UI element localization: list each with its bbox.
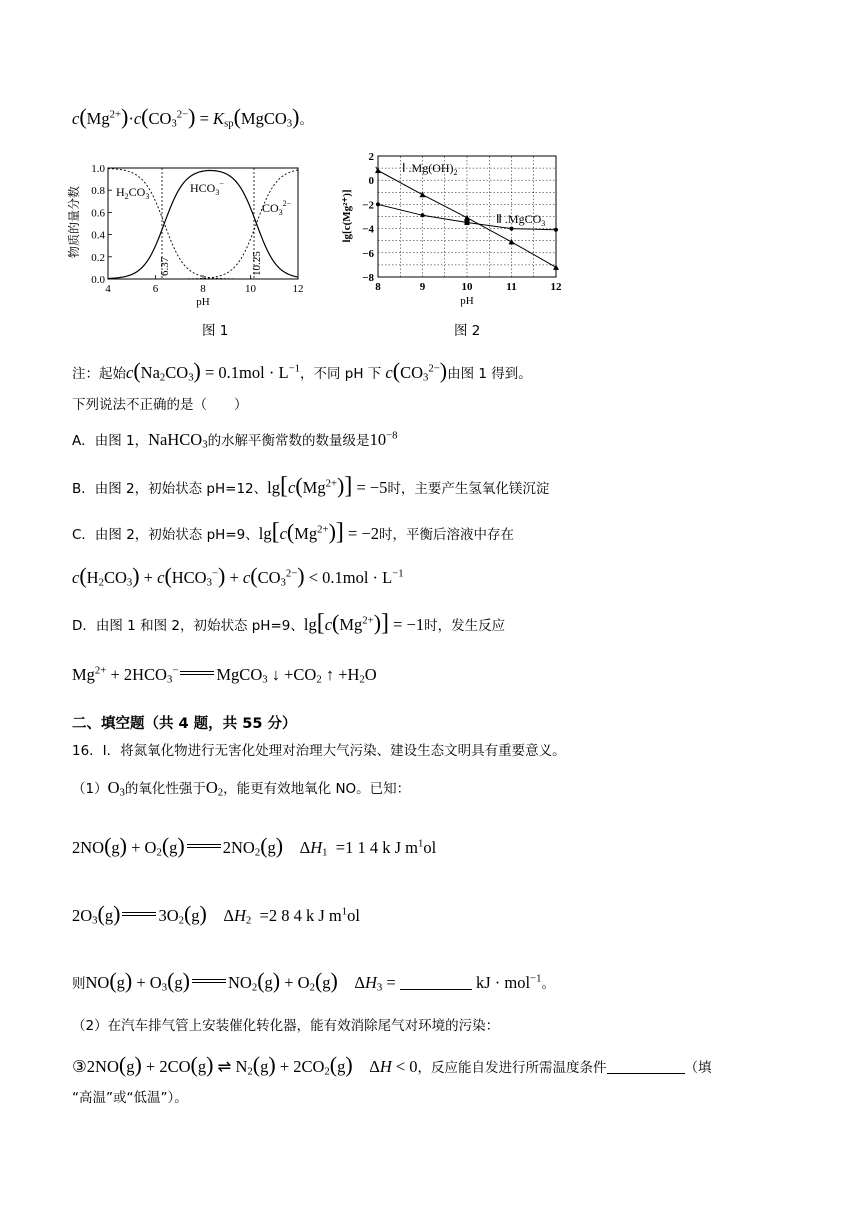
reaction-2: $2O_3(g)$ $3O_2(g)$ $\Delta H_2 =2$ 8 4 k J $m^1ol$: [72, 901, 360, 927]
fig2-xtick-label: 12: [550, 281, 562, 293]
option-c-inequality: $c(H_2CO_3) + c(HCO_3^-) + c(CO_3^{2-}) < 0.1mol \cdot L^{-1}$: [72, 563, 404, 589]
fig1-ytick-label: 1.0: [91, 163, 105, 175]
section-title: 二、填空题（共 4 题，共 55 分）: [72, 716, 297, 732]
point-mgco3: [376, 202, 380, 206]
point-mgco3: [421, 213, 425, 217]
fig1-xlabel: pH: [196, 296, 210, 308]
fig1-ylabel: 物质的量分数: [67, 185, 81, 259]
fig1-ytick-label: 0.6: [91, 207, 105, 220]
fig1-xtick-label: 10: [245, 283, 256, 295]
label-hco3: $HCO_3^-$: [190, 179, 224, 197]
point-mgoh2: [464, 215, 470, 221]
point-mgco3: [510, 227, 514, 231]
point-mgco3: [554, 228, 558, 232]
q16-2: （2）在汽车排气管上安装催化转化器，能有效消除尾气对环境的污染：: [72, 1018, 500, 1034]
fig2-ytick-label: −4: [362, 223, 374, 236]
mark-10-25: 10.25: [251, 251, 263, 276]
point-mgco3: [465, 220, 470, 225]
reaction-3: 则$NO(g) + O_3(g) NO_2(g) + O_2(g)$ $\Delta H_3$ = kJ · mol$^{-1}$。: [72, 968, 555, 994]
note: 注：起始$c(Na_2CO_3) = 0.1mol \cdot L^{-1}$，不同 pH 下 $c(CO_3^{2-})$由图 1 得到。: [72, 358, 532, 384]
answer-blank-dh3[interactable]: [400, 975, 472, 990]
figure-2-chart: [336, 146, 566, 312]
fig2-ytick-label: 0: [368, 175, 374, 188]
fig1-ytick-label: 0.4: [91, 229, 105, 242]
figure-2-caption: 图 2: [454, 323, 481, 339]
label-mgoh2: Ⅰ $.Mg(OH)_2$: [402, 161, 458, 177]
fig2-xtick-label: 11: [506, 281, 517, 293]
fig1-ytick-label: 0.8: [91, 185, 105, 198]
reaction-4: ③2NO(g) + 2CO(g) ⇌ $N_2(g) + 2CO_2(g)$ ΔH < 0，反应能自发进行所需温度条件 （填: [72, 1052, 712, 1078]
label-h2co3: $H_2CO_3$: [116, 185, 150, 201]
fig2-ytick-label: −2: [362, 199, 374, 212]
q16-stem: 16．Ⅰ．将氮氧化物进行无害化处理对治理大气污染、建设生态文明具有重要意义。: [72, 743, 566, 759]
option-c: C．由图 2，初始状态 pH=9、$\lg[c(Mg^{2+})] = -2$时，平衡后溶液中存在: [72, 519, 515, 545]
figure-1-chart: [66, 152, 316, 312]
fig2-xtick-label: 9: [419, 281, 426, 293]
fig1-xtick-label: 12: [292, 283, 304, 295]
fig2-ytick-label: 2: [368, 151, 374, 163]
label-mgco3: Ⅱ .MgCO$_3$: [496, 212, 546, 228]
fig2-xtick-label: 10: [461, 281, 473, 293]
mark-6-37: 6.37: [159, 256, 171, 276]
fig2-xlabel: pH: [460, 295, 474, 307]
fig2-ylabel: lg[c(Mg²⁺)]: [341, 189, 353, 243]
figure-1-caption: 图 1: [202, 323, 229, 339]
q16-1: $(1)O_3$的氧化性强于$O_2$，能更有效地氧化 NO。已知：: [72, 778, 411, 799]
fig1-xtick-label: 4: [105, 283, 111, 295]
fig1-ytick-label: 0.0: [91, 274, 105, 286]
question-stem: 下列说法不正确的是（ ）: [72, 397, 248, 413]
fig2-ytick-label: −8: [362, 272, 374, 284]
answer-blank-temperature[interactable]: [607, 1059, 685, 1074]
option-b: B．由图 2，初始状态 pH=12、$\lg[c(Mg^{2+})] = -5$时，主要产生氢氧化镁沉淀: [72, 473, 550, 499]
fig1-ytick-label: 0.2: [91, 251, 105, 264]
fig1-xtick-label: 6: [152, 283, 159, 295]
point-mgoh2: [375, 168, 381, 174]
q16-2-line2: “高温”或“低温”）。: [72, 1090, 188, 1106]
ksp-formula: $c(Mg^{2+})\cdot c(CO_3^{2-})$ = $K_{sp}(MgCO_3)$。: [72, 104, 313, 130]
point-mgoh2: [509, 239, 515, 245]
label-co3: $CO_3^{2-}$: [262, 199, 292, 217]
fig2-xtick-label: 8: [375, 281, 381, 293]
option-d-reaction: $Mg^{2+} + 2HCO_3^-$ MgCO$_3$ ↓ $+CO_2$ ↑ $+H_2O$: [72, 664, 377, 686]
fig1-xtick-label: 8: [200, 283, 206, 295]
option-a: A．由图 1，NaHCO$_3$的水解平衡常数的数量级是$10^{-8}$: [72, 429, 398, 451]
option-d: D．由图 1 和图 2，初始状态 pH=9、$\lg[c(Mg^{2+})] = -1$时，发生反应: [72, 610, 506, 636]
reaction-1: $2NO(g) + O_2(g)$ $2NO_2(g)$ $\Delta H_1 =1$ 1 4 k J $m^1ol$: [72, 833, 437, 859]
fig2-ytick-label: −6: [362, 247, 374, 260]
